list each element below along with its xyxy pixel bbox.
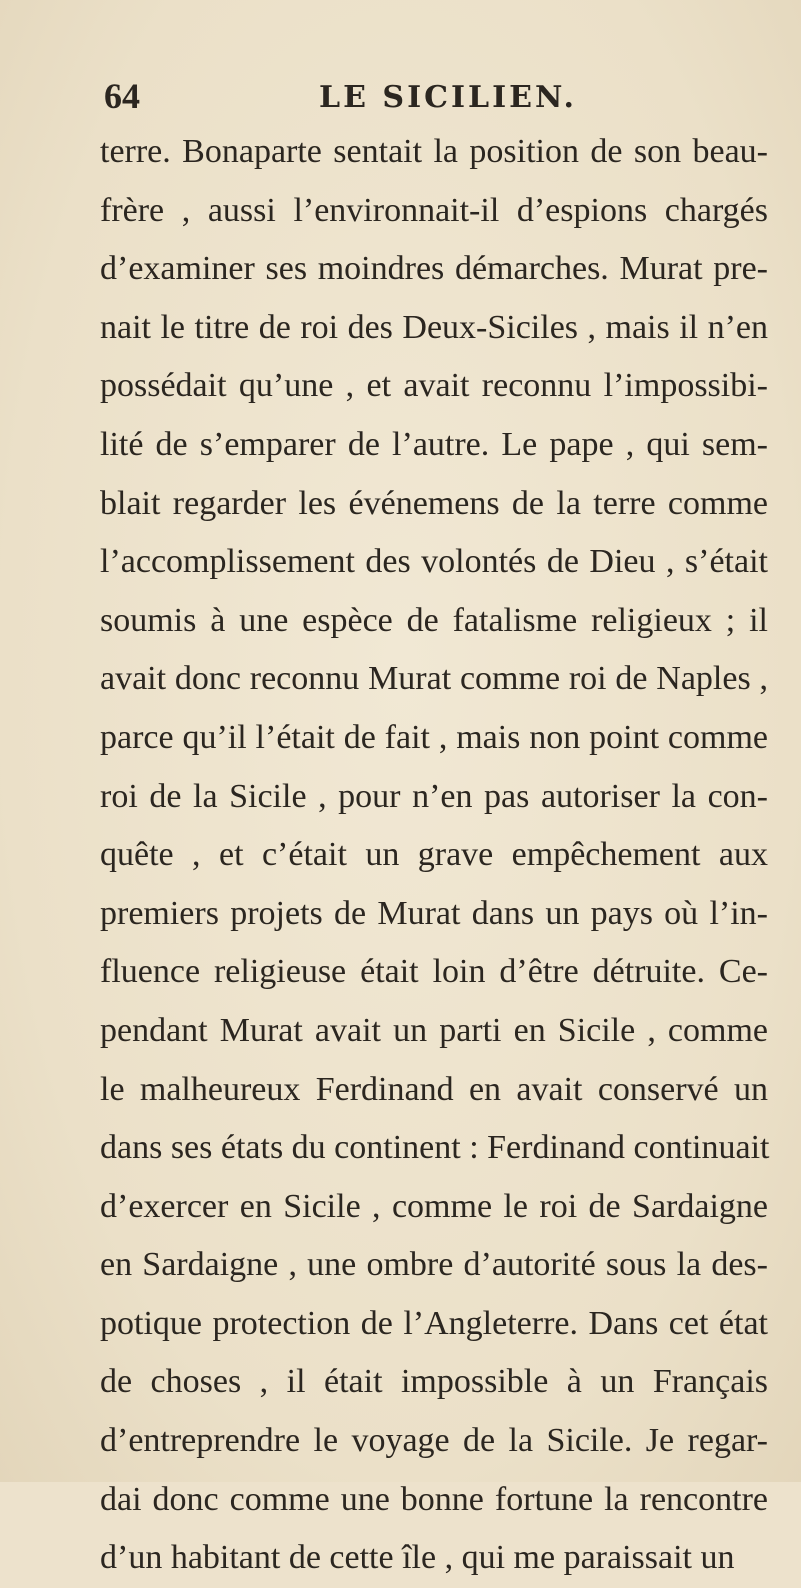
text-line: parce qu’il l’était de fait , mais non point comme [100,718,768,756]
text-line: premiers projets de Murat dans un pays où l’in- [100,894,768,932]
text-line: soumis à une espèce de fatalisme religieux ; il [100,601,768,639]
text-line: pendant Murat avait un parti en Sicile , comme [100,1011,768,1049]
text-line: potique protection de l’Angleterre. Dans cet état [100,1304,768,1342]
body-text [100,123,768,1588]
text-line: le malheureux Ferdinand en avait conservé un [100,1070,768,1108]
text-line: d’exercer en Sicile , comme le roi de Sardaigne [100,1187,768,1225]
text-line: quête , et c’était un grave empêchement aux [100,836,768,874]
text-line: de choses , il était impossible à un Français [100,1363,768,1401]
text-line: lité de s’emparer de l’autre. Le pape , qui sem- [100,425,768,463]
text-line: en Sardaigne , une ombre d’autorité sous la des- [100,1246,768,1284]
text-line: possédait qu’une , et avait reconnu l’impossibi- [100,367,768,405]
page-number: 64 [104,76,140,116]
text-line: d’entreprendre le voyage de la Sicile. Je regar- [100,1422,768,1460]
text-line: fluence religieuse était loin d’être détruite. Ce- [100,953,768,991]
page-header [104,74,704,118]
text-line: dans ses états du continent : Ferdinand continuait [100,1129,770,1167]
text-line: l’accomplissement des volontés de Dieu , s’était [100,543,768,581]
running-title: LE SICILIEN. [319,80,577,115]
text-line: frère , aussi l’environnait-il d’espions chargés [100,191,768,229]
text-line: d’examiner ses moindres démarches. Murat pre- [100,250,768,288]
text-line: d’un habitant de cette île , qui me paraissait un [100,1539,735,1577]
text-line: blait regarder les événemens de la terre comme [100,484,768,522]
text-line: terre. Bonaparte sentait la position de son beau- [100,133,768,170]
text-line: avait donc reconnu Murat comme roi de Naples , [100,660,768,698]
text-line: roi de la Sicile , pour n’en pas autoriser la con- [100,777,768,815]
text-line: dai donc comme une bonne fortune la rencontre [100,1480,768,1518]
text-line: nait le titre de roi des Deux-Siciles , mais il n’en [100,308,768,346]
